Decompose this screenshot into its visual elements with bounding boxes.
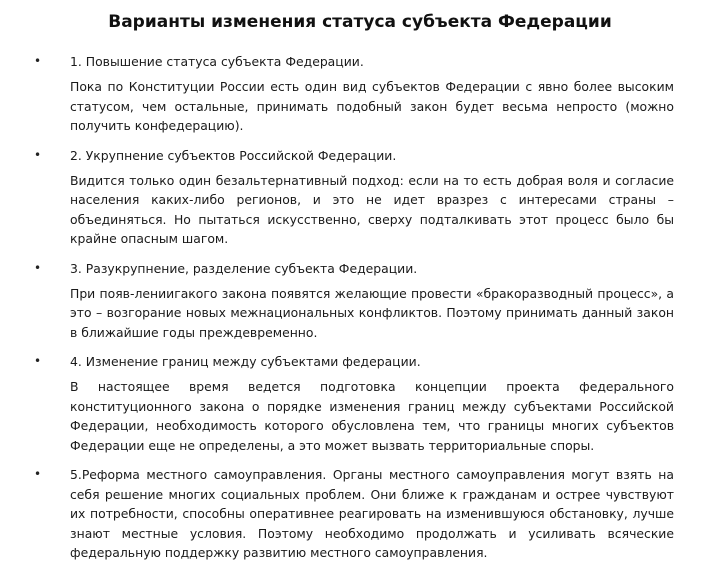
list-item-4 (34, 352, 674, 455)
item-text: Видится только один безальтернативный подход: если на то есть добрая воля и согласие населения каких-либо регионов, и это не идет вразрез с интересами страны – объединяться. Но пытаться искусственно, сверху подталкивать этот процесс было бы крайне опасным шагом. (70, 172, 674, 246)
bullet-icon: • (34, 467, 42, 481)
item-text: При появ-лениигакого закона появятся желающие провести «бракоразводный процесс», а это – возгорание новых межнациональных конфликтов. Поэтому принимать данный закон в ближайшие годы преждевременно. (70, 285, 674, 340)
bullet-icon: • (34, 147, 42, 162)
bullet-icon: • (34, 54, 42, 68)
item-text: 5.Реформа местного самоуправления. Органы местного самоуправления могут взять на себя решение многих социальных проблем. Они ближе к гражданам и острее чувствуют их потребности, способны оперативнее реагировать на изменившуюся обстановку, лучше знают местные условия. Поэтому необходимо продолжать и усиливать всяческие федеральную поддержку развитию местного самоуправления. (70, 467, 674, 560)
slide-title: Варианты изменения статуса субъекта Федерации (108, 12, 612, 32)
bullet-icon: • (34, 354, 42, 368)
item-heading: 2. Укрупнение субъектов Российской Федерации. (70, 147, 397, 163)
item-text: В настоящее время ведется подготовка концепции проекта федерального конституционного закона о порядке изменения границ между субъектами Российской Федерации, необходимость которого обусловлена тем, что границы многих субъектов Федерации еще не определены, а это может вызвать территориальные споры. (70, 379, 674, 453)
item-text: Пока по Конституции России есть один вид субъектов Федерации с явно более высоким статусом, чем остальные, принимать подобный закон будет весьма непросто (можно получить конфедерацию). (70, 79, 674, 133)
slide-content (34, 52, 674, 563)
item-heading: 4. Изменение границ между субъектами федерации. (70, 354, 421, 369)
list-item-2 (34, 146, 674, 249)
list-item-1 (34, 52, 674, 136)
list-item-5 (34, 465, 674, 563)
bullet-icon: • (34, 260, 42, 275)
list-item-3 (34, 259, 674, 343)
item-heading: 1. Повышение статуса субъекта Федерации. (70, 54, 364, 69)
item-heading: 3. Разукрупнение, разделение субъекта Федерации. (70, 260, 418, 276)
